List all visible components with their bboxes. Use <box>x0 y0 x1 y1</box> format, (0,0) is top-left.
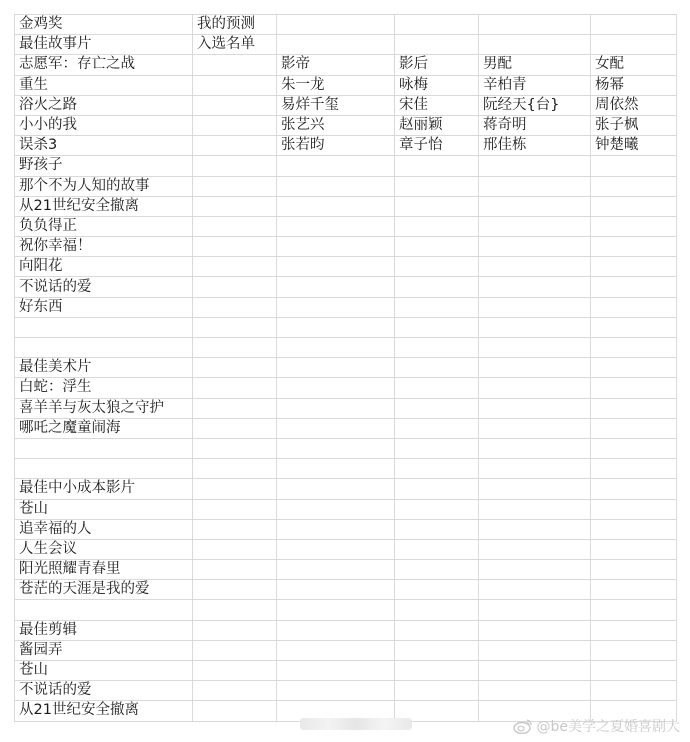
table-cell[interactable] <box>479 600 591 620</box>
table-cell[interactable]: 赵丽颖 <box>395 115 479 135</box>
table-row <box>15 115 677 135</box>
table-cell[interactable] <box>277 519 395 539</box>
table-cell[interactable]: 酱园弄 <box>15 640 193 660</box>
table-cell[interactable] <box>479 156 591 176</box>
table-cell[interactable] <box>395 398 479 418</box>
table-cell[interactable]: 误杀3 <box>15 136 193 156</box>
table-cell[interactable] <box>395 600 479 620</box>
table-cell[interactable] <box>277 277 395 297</box>
table-row <box>15 580 677 600</box>
table-row <box>15 15 677 35</box>
table-row <box>15 35 677 55</box>
table-cell[interactable] <box>395 216 479 236</box>
table-cell[interactable]: 那个不为人知的故事 <box>15 176 193 196</box>
table-cell[interactable] <box>395 257 479 277</box>
table-row <box>15 620 677 640</box>
table-cell[interactable] <box>193 459 277 479</box>
table-row <box>15 438 677 458</box>
spreadsheet <box>14 14 676 722</box>
table-cell[interactable] <box>277 620 395 640</box>
table-cell[interactable]: 最佳故事片 <box>15 35 193 55</box>
table-cell[interactable] <box>277 580 395 600</box>
table-cell[interactable] <box>479 176 591 196</box>
table-cell[interactable] <box>395 176 479 196</box>
table-row <box>15 196 677 216</box>
table-cell[interactable] <box>479 580 591 600</box>
weibo-logo-icon <box>513 718 533 734</box>
table-cell[interactable] <box>479 640 591 660</box>
table-cell[interactable] <box>277 237 395 257</box>
table-cell[interactable] <box>591 317 677 337</box>
table-cell[interactable] <box>395 661 479 681</box>
table-cell[interactable]: 志愿军：存亡之战 <box>15 55 193 75</box>
table-cell[interactable] <box>479 237 591 257</box>
table-cell[interactable] <box>479 297 591 317</box>
table-cell[interactable] <box>193 75 277 95</box>
table-row <box>15 55 677 75</box>
table-cell[interactable] <box>591 277 677 297</box>
table-cell[interactable] <box>193 156 277 176</box>
table-cell[interactable] <box>193 681 277 701</box>
table-cell[interactable] <box>479 681 591 701</box>
table-cell[interactable]: 重生 <box>15 75 193 95</box>
table-cell[interactable]: 钟楚曦 <box>591 136 677 156</box>
table-row <box>15 459 677 479</box>
table-cell[interactable] <box>591 681 677 701</box>
table-cell[interactable]: 喜羊羊与灰太狼之守护 <box>15 398 193 418</box>
table-cell[interactable] <box>479 459 591 479</box>
table-cell[interactable] <box>277 539 395 559</box>
table-cell[interactable] <box>277 176 395 196</box>
table-cell[interactable] <box>395 459 479 479</box>
table-cell[interactable] <box>193 277 277 297</box>
table-cell[interactable] <box>591 398 677 418</box>
table-cell[interactable] <box>395 499 479 519</box>
table-cell[interactable] <box>193 398 277 418</box>
table-cell[interactable] <box>193 95 277 115</box>
table-cell[interactable] <box>277 358 395 378</box>
table-cell[interactable]: 人生会议 <box>15 539 193 559</box>
table-cell[interactable] <box>15 438 193 458</box>
table-cell[interactable]: 金鸡奖 <box>15 15 193 35</box>
table-row <box>15 681 677 701</box>
table-cell[interactable] <box>277 216 395 236</box>
table-cell[interactable]: 从21世纪安全撤离 <box>15 196 193 216</box>
table-cell[interactable]: 小小的我 <box>15 115 193 135</box>
table-cell[interactable] <box>591 600 677 620</box>
table-cell[interactable] <box>277 257 395 277</box>
table-cell[interactable] <box>395 640 479 660</box>
table-cell[interactable] <box>15 317 193 337</box>
table-cell[interactable] <box>591 196 677 216</box>
table-cell[interactable]: 朱一龙 <box>277 75 395 95</box>
table-cell[interactable] <box>395 317 479 337</box>
table-cell[interactable]: 咏梅 <box>395 75 479 95</box>
table-cell[interactable] <box>277 479 395 499</box>
table-cell[interactable] <box>395 15 479 35</box>
table-row <box>15 398 677 418</box>
table-cell[interactable]: 杨幂 <box>591 75 677 95</box>
table-cell[interactable]: 我的预测 <box>193 15 277 35</box>
table-cell[interactable]: 张艺兴 <box>277 115 395 135</box>
table-cell[interactable] <box>591 519 677 539</box>
table-cell[interactable] <box>591 358 677 378</box>
table-cell[interactable] <box>395 196 479 216</box>
table-cell[interactable] <box>479 519 591 539</box>
table-cell[interactable]: 不说话的爱 <box>15 681 193 701</box>
table-cell[interactable]: 最佳美术片 <box>15 358 193 378</box>
table-cell[interactable] <box>591 640 677 660</box>
table-cell[interactable] <box>395 539 479 559</box>
table-cell[interactable]: 最佳中小成本影片 <box>15 479 193 499</box>
table-cell[interactable] <box>277 398 395 418</box>
table-cell[interactable]: 不说话的爱 <box>15 277 193 297</box>
table-cell[interactable] <box>479 338 591 358</box>
table-cell[interactable]: 追幸福的人 <box>15 519 193 539</box>
table-cell[interactable] <box>479 257 591 277</box>
table-cell[interactable]: 影后 <box>395 55 479 75</box>
table-cell[interactable]: 苍山 <box>15 499 193 519</box>
table-row <box>15 539 677 559</box>
table-cell[interactable] <box>277 297 395 317</box>
table-cell[interactable] <box>193 216 277 236</box>
table-cell[interactable] <box>193 317 277 337</box>
table-cell[interactable] <box>193 479 277 499</box>
table-cell[interactable]: 最佳剪辑 <box>15 620 193 640</box>
table-cell[interactable] <box>395 560 479 580</box>
table-cell[interactable]: 浴火之路 <box>15 95 193 115</box>
table-row <box>15 176 677 196</box>
table-cell[interactable] <box>591 580 677 600</box>
table-cell[interactable] <box>15 459 193 479</box>
table-cell[interactable] <box>193 560 277 580</box>
table-cell[interactable] <box>193 237 277 257</box>
table-row <box>15 237 677 257</box>
table-row <box>15 661 677 681</box>
table-cell[interactable]: 从21世纪安全撤离 <box>15 701 193 721</box>
table-cell[interactable]: 张若昀 <box>277 136 395 156</box>
table-cell[interactable] <box>193 620 277 640</box>
table-cell[interactable] <box>277 338 395 358</box>
table-cell[interactable] <box>193 136 277 156</box>
table-row <box>15 560 677 580</box>
table-row <box>15 156 677 176</box>
table-cell[interactable] <box>277 459 395 479</box>
table-row <box>15 499 677 519</box>
table-cell[interactable] <box>479 216 591 236</box>
table-cell[interactable] <box>479 378 591 398</box>
table-cell[interactable] <box>479 661 591 681</box>
table-cell[interactable] <box>479 15 591 35</box>
table-cell[interactable] <box>193 519 277 539</box>
table-cell[interactable]: 易烊千玺 <box>277 95 395 115</box>
table-cell[interactable]: 影帝 <box>277 55 395 75</box>
table-cell[interactable] <box>591 418 677 438</box>
table-row <box>15 297 677 317</box>
table-row <box>15 338 677 358</box>
table-cell[interactable]: 张子枫 <box>591 115 677 135</box>
table-cell[interactable] <box>395 620 479 640</box>
table-cell[interactable] <box>193 580 277 600</box>
table-row <box>15 95 677 115</box>
prediction-table <box>14 14 677 722</box>
table-cell[interactable] <box>193 418 277 438</box>
table-cell[interactable]: 向阳花 <box>15 257 193 277</box>
table-cell[interactable] <box>193 338 277 358</box>
table-cell[interactable] <box>193 358 277 378</box>
table-cell[interactable] <box>591 176 677 196</box>
table-row <box>15 216 677 236</box>
table-cell[interactable] <box>591 237 677 257</box>
table-cell[interactable] <box>395 519 479 539</box>
table-cell[interactable] <box>591 661 677 681</box>
table-cell[interactable] <box>277 15 395 35</box>
table-cell[interactable] <box>479 398 591 418</box>
table-cell[interactable]: 祝你幸福！ <box>15 237 193 257</box>
table-cell[interactable] <box>395 438 479 458</box>
table-cell[interactable] <box>591 560 677 580</box>
table-cell[interactable] <box>591 297 677 317</box>
table-row <box>15 600 677 620</box>
table-cell[interactable]: 苍山 <box>15 661 193 681</box>
table-cell[interactable] <box>479 438 591 458</box>
table-cell[interactable] <box>479 317 591 337</box>
table-cell[interactable] <box>591 620 677 640</box>
table-cell[interactable] <box>395 297 479 317</box>
table-cell[interactable] <box>193 297 277 317</box>
table-cell[interactable] <box>277 35 395 55</box>
table-cell[interactable]: 入选名单 <box>193 35 277 55</box>
table-row <box>15 378 677 398</box>
table-cell[interactable]: 哪吒之魔童闹海 <box>15 418 193 438</box>
table-row <box>15 136 677 156</box>
table-cell[interactable] <box>479 539 591 559</box>
table-row <box>15 640 677 660</box>
table-cell[interactable] <box>193 600 277 620</box>
table-cell[interactable] <box>277 661 395 681</box>
table-cell[interactable] <box>591 459 677 479</box>
table-cell[interactable] <box>395 358 479 378</box>
table-cell[interactable] <box>193 640 277 660</box>
table-cell[interactable]: 辛柏青 <box>479 75 591 95</box>
table-row <box>15 519 677 539</box>
table-cell[interactable]: 女配 <box>591 55 677 75</box>
table-cell[interactable] <box>591 338 677 358</box>
table-cell[interactable] <box>479 277 591 297</box>
table-cell[interactable] <box>395 418 479 438</box>
watermark-text: @be美学之夏婚喜剧大 <box>536 719 680 735</box>
table-cell[interactable]: 蒋奇明 <box>479 115 591 135</box>
table-cell[interactable]: 男配 <box>479 55 591 75</box>
table-cell[interactable] <box>193 55 277 75</box>
table-cell[interactable] <box>479 35 591 55</box>
table-row <box>15 75 677 95</box>
table-cell[interactable]: 野孩子 <box>15 156 193 176</box>
table-row <box>15 358 677 378</box>
table-cell[interactable] <box>479 196 591 216</box>
table-cell[interactable] <box>277 560 395 580</box>
table-cell[interactable] <box>277 418 395 438</box>
table-cell[interactable] <box>479 499 591 519</box>
table-cell[interactable]: 白蛇：浮生 <box>15 378 193 398</box>
table-cell[interactable]: 章子怡 <box>395 136 479 156</box>
table-cell[interactable] <box>591 35 677 55</box>
table-cell[interactable] <box>395 156 479 176</box>
table-cell[interactable] <box>193 539 277 559</box>
watermark <box>513 716 681 736</box>
table-cell[interactable]: 宋佳 <box>395 95 479 115</box>
table-cell[interactable]: 周依然 <box>591 95 677 115</box>
table-cell[interactable]: 苍茫的天涯是我的爱 <box>15 580 193 600</box>
table-cell[interactable] <box>479 418 591 438</box>
table-cell[interactable] <box>193 701 277 721</box>
table-cell[interactable] <box>479 358 591 378</box>
table-cell[interactable] <box>479 479 591 499</box>
table-row <box>15 418 677 438</box>
table-cell[interactable] <box>395 681 479 701</box>
table-cell[interactable] <box>277 317 395 337</box>
table-cell[interactable] <box>277 499 395 519</box>
table-cell[interactable] <box>277 156 395 176</box>
table-cell[interactable] <box>395 580 479 600</box>
table-cell[interactable] <box>591 15 677 35</box>
table-cell[interactable]: 负负得正 <box>15 216 193 236</box>
table-cell[interactable] <box>591 479 677 499</box>
table-cell[interactable] <box>591 438 677 458</box>
table-cell[interactable]: 好东西 <box>15 297 193 317</box>
blurred-region <box>300 718 412 730</box>
table-cell[interactable] <box>591 216 677 236</box>
table-cell[interactable] <box>395 277 479 297</box>
table-cell[interactable]: 阳光照耀青春里 <box>15 560 193 580</box>
table-cell[interactable] <box>277 600 395 620</box>
table-cell[interactable] <box>395 479 479 499</box>
table-cell[interactable] <box>277 681 395 701</box>
table-cell[interactable] <box>479 620 591 640</box>
table-cell[interactable] <box>193 196 277 216</box>
table-row <box>15 277 677 297</box>
table-cell[interactable] <box>277 378 395 398</box>
table-row <box>15 257 677 277</box>
table-cell[interactable] <box>395 338 479 358</box>
table-cell[interactable] <box>193 115 277 135</box>
table-cell[interactable] <box>591 539 677 559</box>
table-cell[interactable] <box>395 378 479 398</box>
table-cell[interactable] <box>591 156 677 176</box>
table-cell[interactable] <box>15 338 193 358</box>
table-cell[interactable] <box>193 378 277 398</box>
table-cell[interactable] <box>193 257 277 277</box>
table-cell[interactable] <box>395 35 479 55</box>
table-cell[interactable] <box>193 661 277 681</box>
table-cell[interactable] <box>395 237 479 257</box>
table-cell[interactable]: 阮经天{台} <box>479 95 591 115</box>
table-cell[interactable] <box>277 640 395 660</box>
table-cell[interactable]: 邢佳栋 <box>479 136 591 156</box>
table-cell[interactable] <box>277 196 395 216</box>
table-cell[interactable] <box>591 499 677 519</box>
table-cell[interactable] <box>193 176 277 196</box>
table-cell[interactable] <box>591 257 677 277</box>
table-cell[interactable] <box>591 378 677 398</box>
table-row <box>15 317 677 337</box>
table-cell[interactable] <box>193 438 277 458</box>
table-row <box>15 479 677 499</box>
table-cell[interactable] <box>479 560 591 580</box>
table-cell[interactable] <box>15 600 193 620</box>
table-cell[interactable] <box>193 499 277 519</box>
table-cell[interactable] <box>277 438 395 458</box>
